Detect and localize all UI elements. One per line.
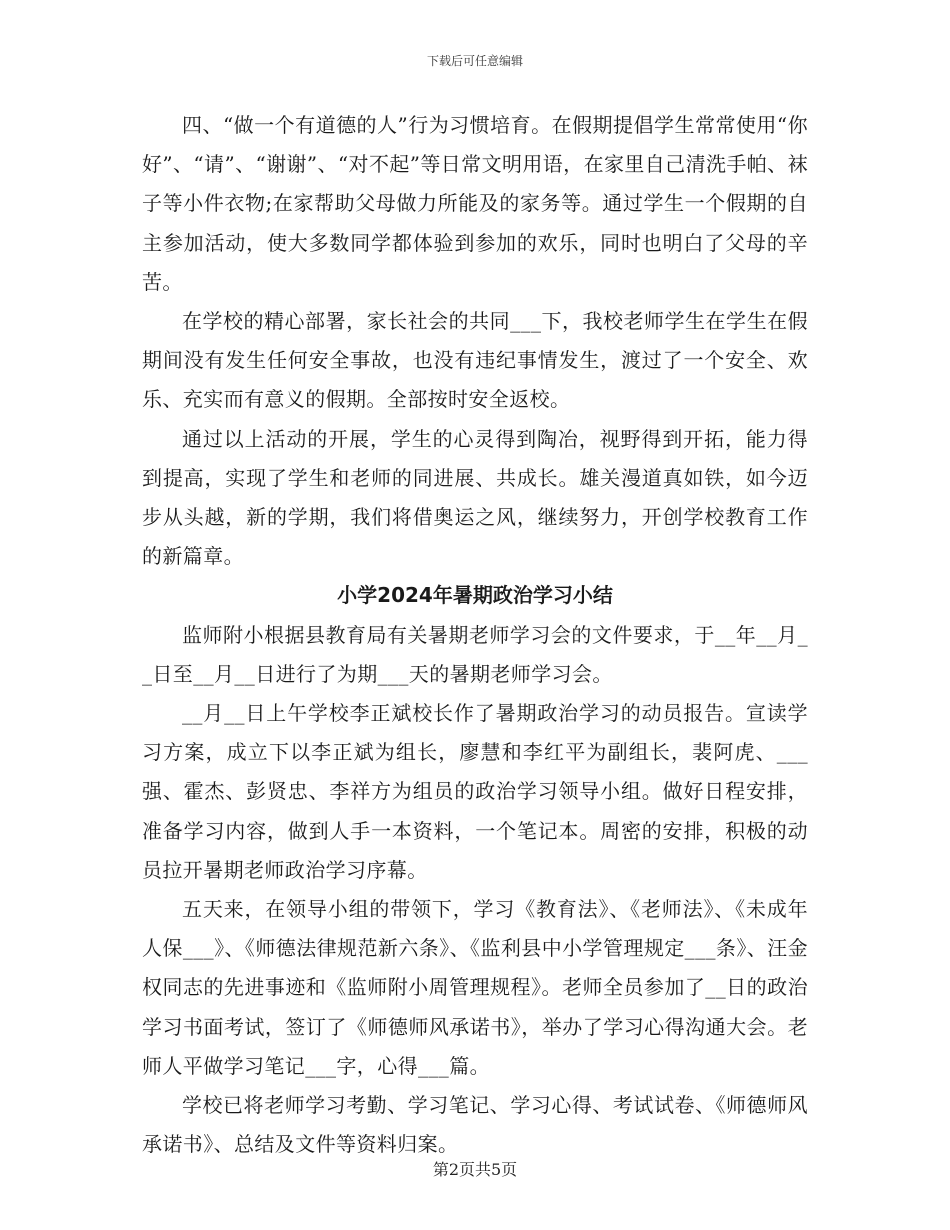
paragraph-mobilization: __月__日上午学校李正斌校长作了暑期政治学习的动员报告。宣读学习方案，成立下以李正斌为组长，廖慧和李红平为副组长，裴阿虎、___强、霍杰、彭贤忠、李祥方为组员的政治学习领导小组。做好日程安排，准备学习内容，做到人手一本资料，一个笔记本。周密的安排，积极的动员拉开暑期老师政治学习序幕。 xyxy=(142,701,808,882)
paragraph-safety: 在学校的精心部署，家长社会的共同___下，我校老师学生在学生在假期间没有发生任何安全事故，也没有违纪事情发生，渡过了一个安全、欢乐、充实而有意义的假期。全部按时安全返校。 xyxy=(142,309,808,412)
paragraph-habits: 四、“做一个有道德的人”行为习惯培育。在假期提倡学生常常使用“你好”、“请”、“谢谢”、“对不起”等日常文明用语，在家里自己清洗手帕、袜子等小件衣物;在家帮助父母做力所能及的家务等。通过学生一个假期的自主参加活动，使大多数同学都体验到参加的欢乐，同时也明白了父母的辛苦。 xyxy=(142,113,808,294)
paragraph-archive: 学校已将老师学习考勤、学习笔记、学习心得、考试试卷、《师德师风承诺书》、总结及文件等资料归案。 xyxy=(142,1093,808,1157)
paragraph-intro: 监师附小根据县教育局有关暑期老师学习会的文件要求，于__年__月__日至__月__日进行了为期___天的暑期老师学习会。 xyxy=(142,622,808,686)
page-header: 下载后可任意编辑 xyxy=(426,54,523,68)
document-body xyxy=(142,106,808,1164)
page-number: 第2页共5页 xyxy=(432,1160,518,1179)
paragraph-conclusion: 通过以上活动的开展，学生的心灵得到陶冶，视野得到开拓，能力得到提高，实现了学生和老师的同进展、共成长。雄关漫道真如铁，如今迈步从头越，新的学期，我们将借奥运之风，继续努力，开创学校教育工作的新篇章。 xyxy=(142,426,808,569)
section-title: 小学2024年暑期政治学习小结 xyxy=(337,583,613,608)
paragraph-study-content: 五天来，在领导小组的带领下，学习《教育法》、《老师法》、《未成年人保___》、《师德法律规范新六条》、《监利县中小学管理规定___条》、汪金权同志的先进事迹和《监师附小周管理规程》。老师全员参加了__日的政治学习书面考试，签订了《师德师风承诺书》，举办了学习心得沟通大会。老师人平做学习笔记___字，心得___篇。 xyxy=(142,897,808,1078)
